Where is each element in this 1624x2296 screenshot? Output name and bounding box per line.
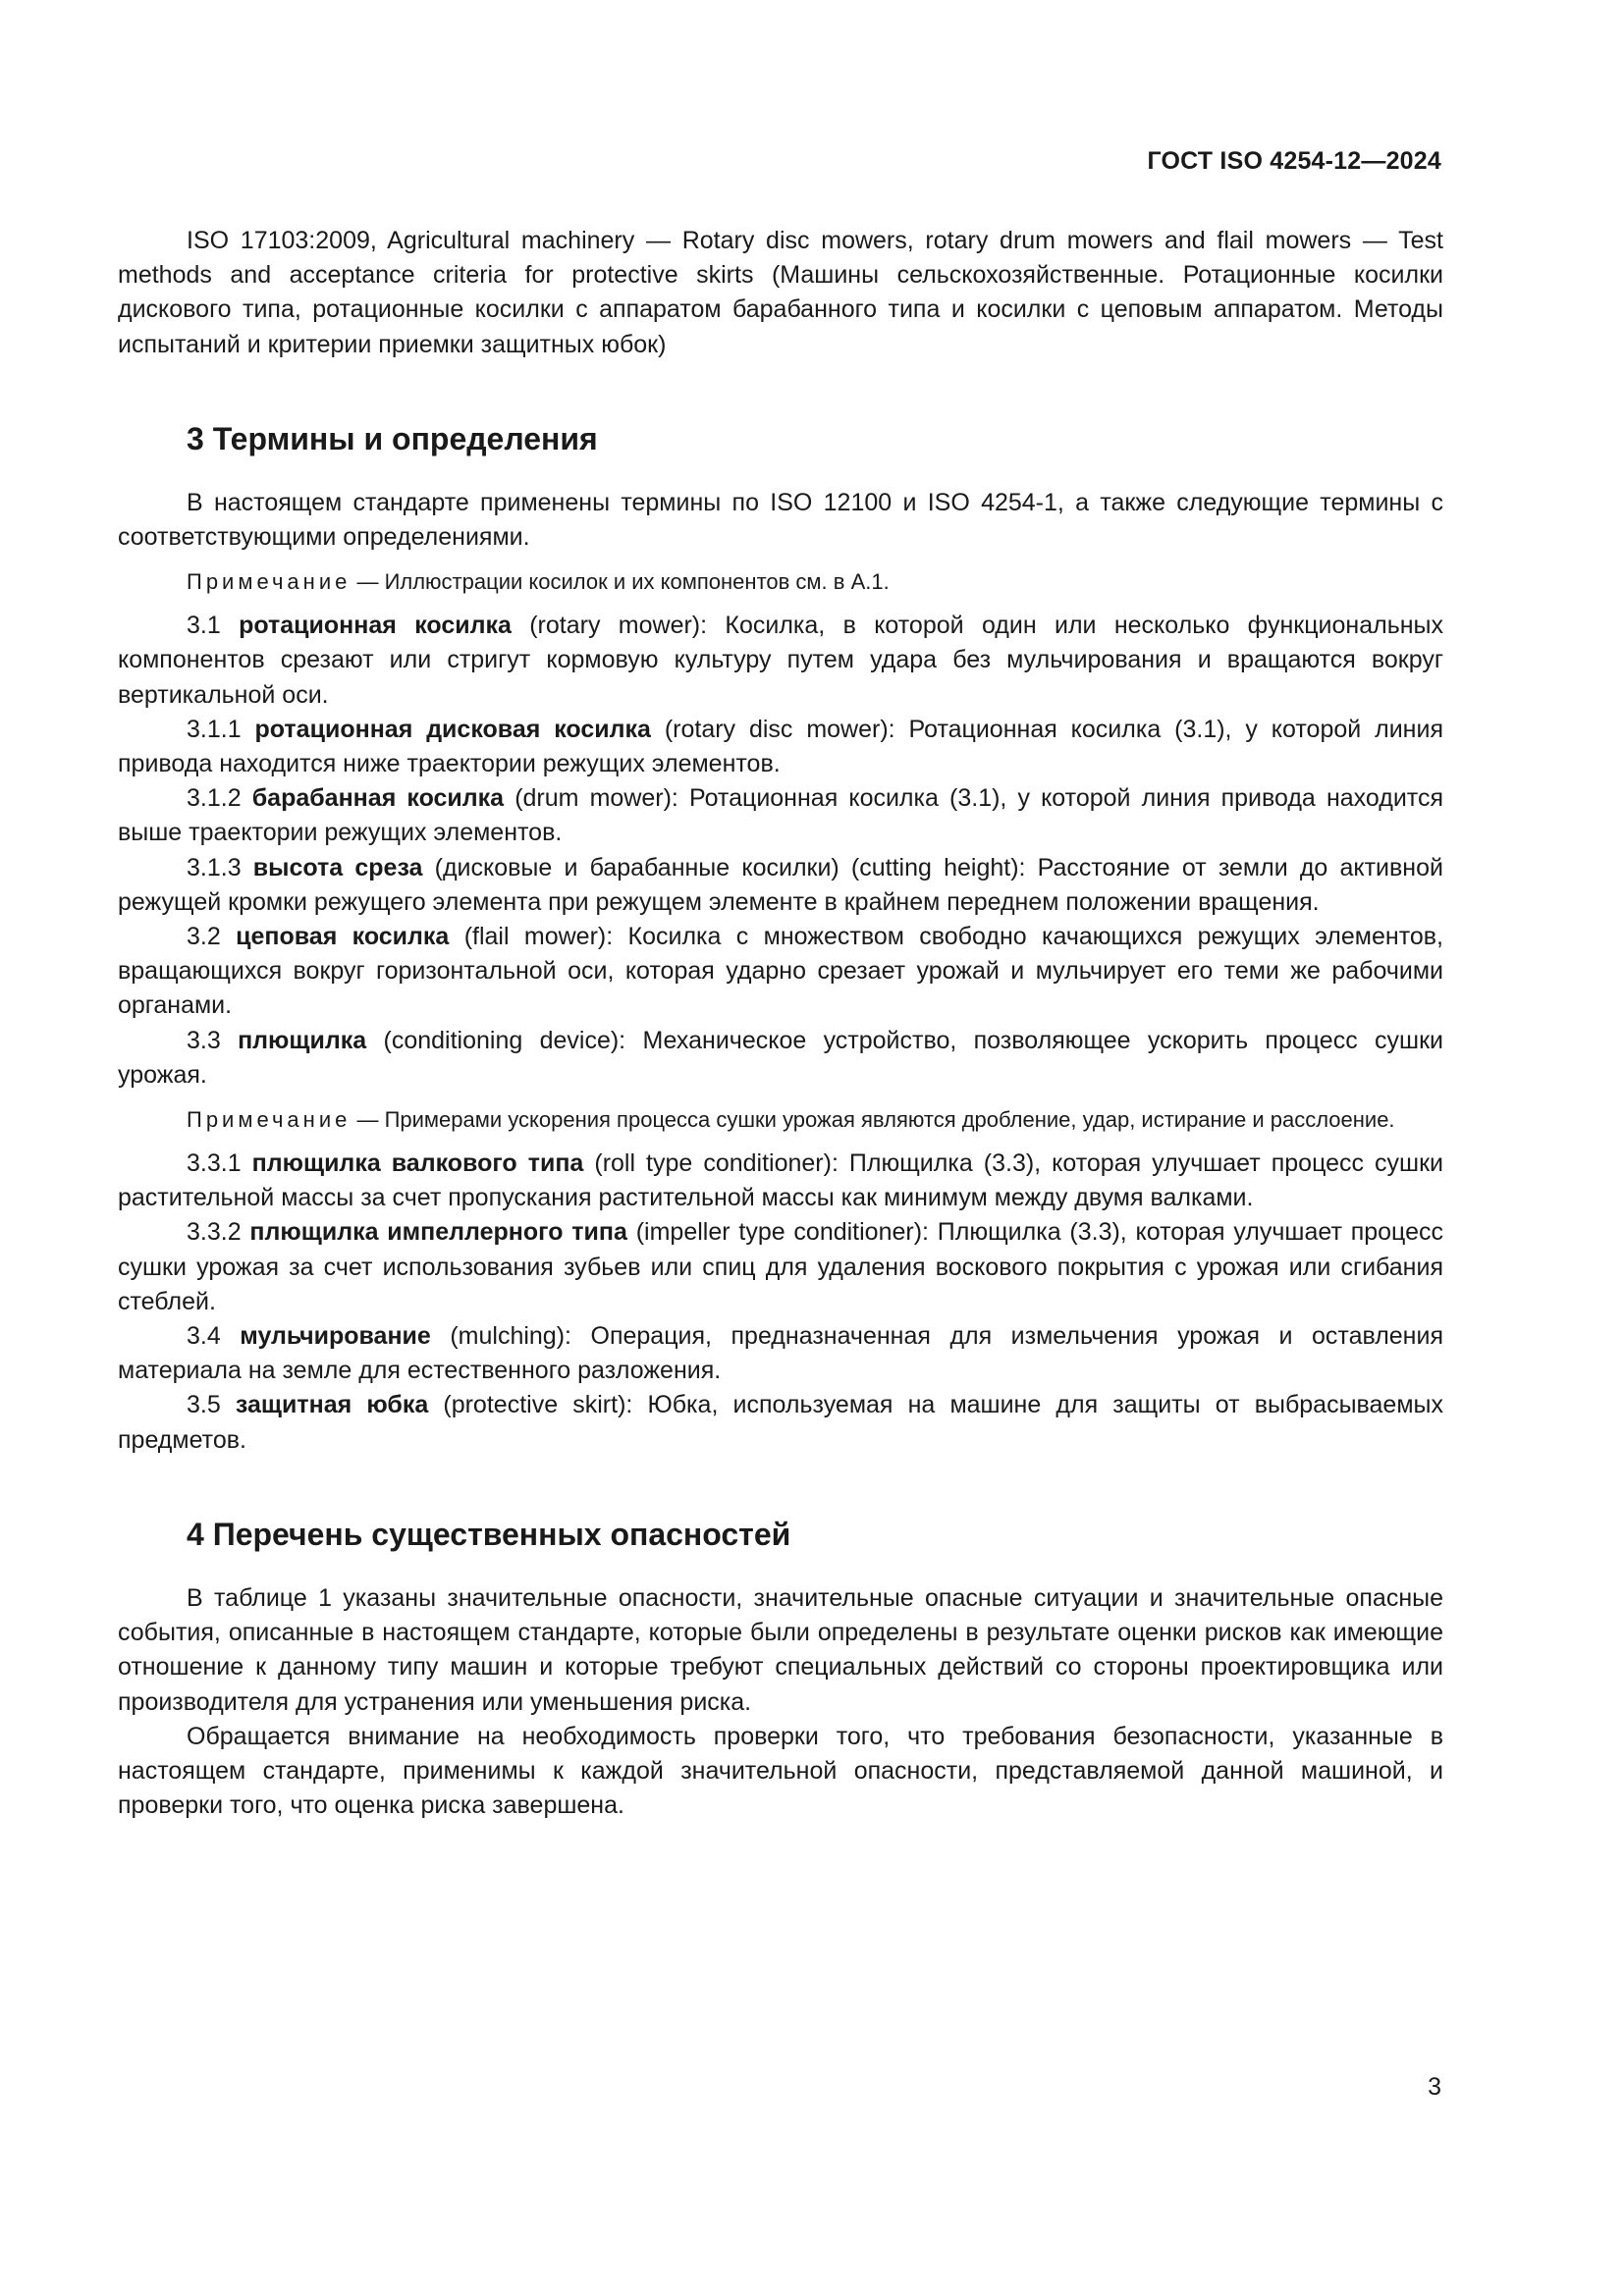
term-definition: (roll type conditioner): Плющилка (3.3), которая улучшает процесс сушки растительной массы за счет пропускания растительной массы как минимум между двумя валками. — [118, 1149, 1443, 1212]
term-3-1 — [118, 609, 1443, 713]
page-content — [118, 224, 1443, 1823]
term-name: барабанная косилка — [251, 784, 505, 813]
term-3-3 — [118, 1024, 1443, 1093]
normative-reference-iso-17103: ISO 17103:2009, Agricultural machinery — Rotary disc mowers, rotary drum mowers and flail mowers — Test methods and acceptance criteria for protective skirts (Машины сельскохозяйственные. Ротационные косилки дискового типа, ротационные косилки с аппаратом барабанного типа и косилки с цеповым аппаратом. Методы испытаний и критерии приемки защитных юбок) — [118, 227, 1443, 358]
note-illustrations — [118, 565, 1443, 598]
term-3-2 — [118, 920, 1443, 1024]
term-3-1-1 — [118, 713, 1443, 781]
note-label: Примечание — [187, 1107, 352, 1133]
term-3-3-2 — [118, 1215, 1443, 1319]
term-name: плющилка — [238, 1026, 367, 1054]
section-3-intro: В настоящем стандарте применены термины по ISO 12100 и ISO 4254-1, а также следующие термины с соответствующими определениями. — [118, 488, 1443, 552]
term-3-3-1 — [118, 1147, 1443, 1215]
term-name: защитная юбка — [235, 1391, 429, 1419]
note-label: Примечание — [187, 569, 352, 595]
page-number: 3 — [1428, 2073, 1441, 2101]
term-definition: (drum mower): Ротационная косилка (3.1), у которой линия привода находится выше траектории режущих элементов. — [118, 784, 1443, 847]
term-definition: (impeller type conditioner): Плющилка (3.3), которая улучшает процесс сушки урожая за счет использования зубьев или спиц для удаления воскового покрытия с урожая или сгибания стеблей. — [118, 1218, 1443, 1315]
term-number: 3.3.1 — [187, 1149, 252, 1178]
section-4-paragraph-1: В таблице 1 указаны значительные опасности, значительные опасные ситуации и значительные опасные события, описанные в настоящем стандарте, которые были определены в результате оценки рисков как имеющие отношение к данному типу машин и которые требуют специальных действий со стороны проектировщика или производителя для устранения или уменьшения риска. — [118, 1583, 1443, 1716]
section-3-heading: 3 Термины и определения — [187, 420, 598, 456]
note-text: — Иллюстрации косилок и их компонентов см. в А.1. — [351, 569, 890, 595]
section-4-heading: 4 Перечень существенных опасностей — [187, 1516, 791, 1552]
term-number: 3.3.2 — [187, 1218, 250, 1247]
term-name: ротационная косилка — [239, 612, 512, 640]
term-name: мульчирование — [240, 1322, 431, 1351]
term-number: 3.3 — [187, 1026, 239, 1054]
term-number: 3.1.2 — [187, 784, 252, 813]
term-definition: (flail mower): Косилка с множеством свободно качающихся режущих элементов, вращающихся вокруг горизонтальной оси, которая ударно срезает урожай и мульчирует его теми же рабочими органами. — [118, 923, 1443, 1020]
term-definition: (conditioning device): Механическое устройство, позволяющее ускорить процесс сушки урожая. — [118, 1026, 1443, 1089]
term-definition: (mulching): Операция, предназначенная для измельчения урожая и оставления материала на земле для естественного разложения. — [118, 1322, 1443, 1385]
term-name: цеповая косилка — [236, 923, 450, 951]
term-number: 3.5 — [187, 1391, 236, 1419]
term-number: 3.1 — [187, 612, 240, 640]
term-name: ротационная дисковая косилка — [254, 715, 651, 743]
term-definition: (rotary mower): Косилка, в которой один или несколько функциональных компонентов срезают или стригут кормовую культуру путем удара без мульчирования и вращаются вокруг вертикальной оси. — [118, 612, 1443, 709]
section-4-paragraph-2: Обращается внимание на необходимость проверки того, что требования безопасности, указанные в настоящем стандарте, применимы к каждой значительной опасности, представляемой данной машиной, и проверки того, что оценка риска завершена. — [118, 1722, 1443, 1820]
term-3-1-3 — [118, 851, 1443, 920]
term-3-1-2 — [118, 781, 1443, 850]
term-name: плющилка валкового типа — [251, 1149, 584, 1178]
note-drying-examples — [118, 1103, 1443, 1136]
term-definition: (protective skirt): Юбка, используемая на машине для защиты от выбрасываемых предметов. — [118, 1391, 1443, 1454]
term-name: высота среза — [252, 853, 423, 881]
term-number: 3.4 — [187, 1322, 241, 1351]
term-number: 3.1.1 — [187, 715, 255, 743]
document-code-header: ГОСТ ISO 4254-12—2024 — [1147, 147, 1441, 175]
term-definition: (rotary disc mower): Ротационная косилка (3.1), у которой линия привода находится ниже траектории режущих элементов. — [118, 715, 1443, 778]
term-3-4 — [118, 1319, 1443, 1388]
term-3-5 — [118, 1388, 1443, 1457]
note-text: — Примерами ускорения процесса сушки урожая являются дробление, удар, истирание и расслоение. — [351, 1107, 1395, 1133]
term-number: 3.2 — [187, 923, 237, 951]
term-definition: (дисковые и барабанные косилки) (cutting height): Расстояние от земли до активной режущей кромки режущего элемента при режущем элементе в крайнем переднем положении вращения. — [118, 853, 1443, 916]
term-name: плющилка импеллерного типа — [249, 1218, 627, 1247]
term-number: 3.1.3 — [187, 853, 253, 881]
